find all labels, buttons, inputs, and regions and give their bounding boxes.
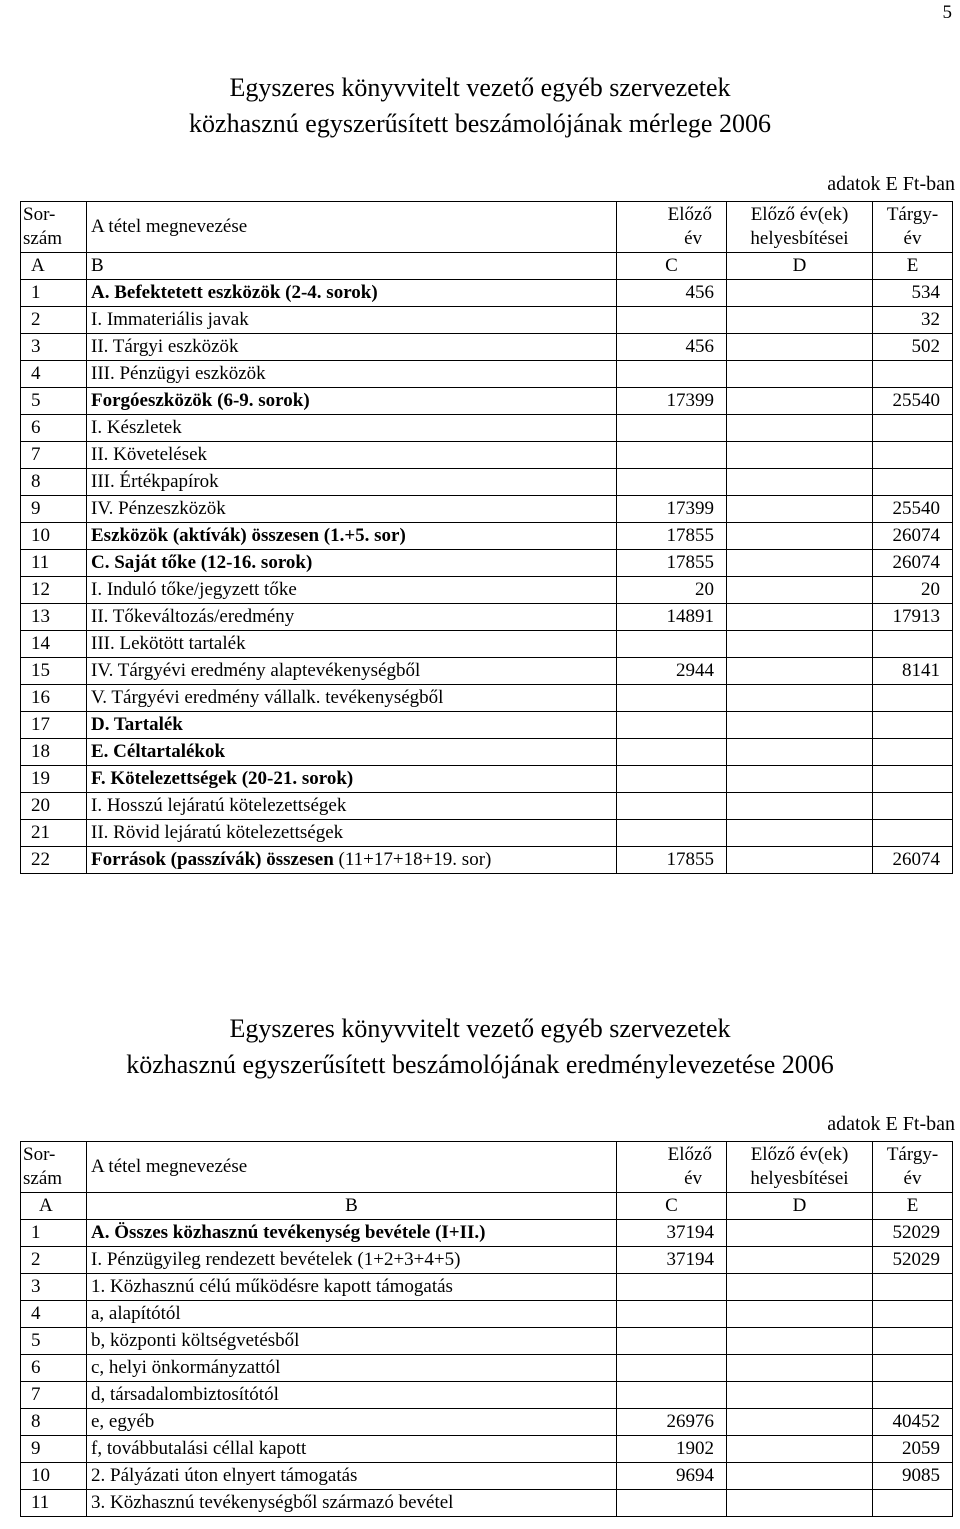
item-name: [87, 523, 617, 550]
item-name: [87, 793, 617, 820]
current-year-value: 52029: [873, 1247, 953, 1274]
item-name: [87, 1490, 617, 1517]
adjustment-value: [727, 334, 873, 361]
table-row: [21, 361, 953, 388]
table-row: [21, 334, 953, 361]
previous-year-value: 1902: [617, 1436, 727, 1463]
previous-year-value: [617, 361, 727, 388]
adjustment-value: [727, 496, 873, 523]
adjustment-value: [727, 469, 873, 496]
current-year-value: 25540: [873, 496, 953, 523]
item-name: [87, 1220, 617, 1247]
item-name-text: 3. Közhasznú tevékenységből származó bevétel: [91, 1492, 454, 1513]
letter-a: A: [21, 253, 87, 280]
adjustment-value: [727, 1301, 873, 1328]
row-number: 11: [21, 1490, 87, 1517]
income-statement-title-line2: közhasznú egyszerűsített beszámolójának eredménylevezetése 2006: [126, 1050, 834, 1079]
item-name-bold: A. Összes közhasznú tevékenység bevétele (I+II.): [91, 1222, 486, 1243]
previous-year-value: 17855: [617, 550, 727, 577]
table-row: [21, 1247, 953, 1274]
previous-year-value: 2944: [617, 658, 727, 685]
item-name-text: IV. Pénzeszközök: [91, 498, 226, 519]
item-name-text: 1. Közhasznú célú működésre kapott támogatás: [91, 1276, 453, 1297]
adjustment-value: [727, 307, 873, 334]
adjustment-value: [727, 847, 873, 874]
table-row: [21, 1463, 953, 1490]
item-name-bold: Források (passzívák) összesen: [91, 849, 334, 870]
item-name: [87, 685, 617, 712]
income-statement-title: [0, 1011, 960, 1083]
row-number: 6: [21, 1355, 87, 1382]
previous-year-value: [617, 820, 727, 847]
previous-year-value: 456: [617, 280, 727, 307]
adjustment-value: [727, 712, 873, 739]
table-row: [21, 1274, 953, 1301]
current-year-value: 534: [873, 280, 953, 307]
item-name: [87, 1247, 617, 1274]
item-name-text: IV. Tárgyévi eredmény alaptevékenységből: [91, 660, 421, 681]
item-name: [87, 415, 617, 442]
current-year-value: [873, 1382, 953, 1409]
table-row: [21, 1409, 953, 1436]
table-row: [21, 847, 953, 874]
item-name-text: III. Pénzügyi eszközök: [91, 363, 266, 384]
item-name-text: III. Lekötött tartalék: [91, 633, 246, 654]
row-number: 4: [21, 1301, 87, 1328]
previous-year-value: 20: [617, 577, 727, 604]
row-number: 18: [21, 739, 87, 766]
previous-year-value: [617, 1490, 727, 1517]
row-number: 1: [21, 280, 87, 307]
table-row: [21, 442, 953, 469]
previous-year-value: 26976: [617, 1409, 727, 1436]
current-year-value: 40452: [873, 1409, 953, 1436]
table-row: [21, 1355, 953, 1382]
item-name-text: I. Induló tőke/jegyzett tőke: [91, 579, 297, 600]
item-name-text: c, helyi önkormányzattól: [91, 1357, 281, 1378]
previous-year-value: 37194: [617, 1247, 727, 1274]
previous-year-value: [617, 1274, 727, 1301]
table-row: [21, 1220, 953, 1247]
previous-year-value: 17399: [617, 388, 727, 415]
item-name-text: I. Immateriális javak: [91, 309, 249, 330]
current-year-value: [873, 631, 953, 658]
previous-year-value: [617, 793, 727, 820]
item-name: [87, 820, 617, 847]
current-year-value: [873, 442, 953, 469]
item-name-text: I. Hosszú lejáratú kötelezettségek: [91, 795, 347, 816]
table-row: [21, 496, 953, 523]
adjustment-value: [727, 658, 873, 685]
item-name: [87, 1463, 617, 1490]
header-adjustments: Előző év(ek) helyesbítései: [727, 1142, 873, 1193]
current-year-value: 17913: [873, 604, 953, 631]
adjustment-value: [727, 1382, 873, 1409]
header-current-year: Tárgy- év: [873, 1142, 953, 1193]
item-name: [87, 766, 617, 793]
previous-year-value: [617, 1382, 727, 1409]
item-name-text: II. Rövid lejáratú kötelezettségek: [91, 822, 344, 843]
item-name: [87, 631, 617, 658]
row-number: 17: [21, 712, 87, 739]
adjustment-value: [727, 1328, 873, 1355]
previous-year-value: 456: [617, 334, 727, 361]
previous-year-value: 17855: [617, 523, 727, 550]
income-statement-table: [20, 1141, 953, 1517]
balance-sheet-title: [0, 70, 960, 142]
balance-sheet-title-line1: Egyszeres könyvvitelt vezető egyéb szervezetek: [229, 73, 731, 102]
previous-year-value: [617, 307, 727, 334]
row-number: 22: [21, 847, 87, 874]
item-name: [87, 1409, 617, 1436]
current-year-value: [873, 1490, 953, 1517]
table-row: [21, 766, 953, 793]
adjustment-value: [727, 280, 873, 307]
adjustment-value: [727, 1490, 873, 1517]
previous-year-value: 37194: [617, 1220, 727, 1247]
item-name-bold: Forgóeszközök (6-9. sorok): [91, 390, 310, 411]
adjustment-value: [727, 685, 873, 712]
previous-year-value: [617, 1301, 727, 1328]
table-row: [21, 820, 953, 847]
adjustment-value: [727, 1274, 873, 1301]
table-row: [21, 307, 953, 334]
item-name-text: II. Tőkeváltozás/eredmény: [91, 606, 295, 627]
item-name: [87, 1382, 617, 1409]
item-name: [87, 1355, 617, 1382]
previous-year-value: 9694: [617, 1463, 727, 1490]
row-number: 8: [21, 1409, 87, 1436]
previous-year-value: 17399: [617, 496, 727, 523]
item-name-text: (11+17+18+19. sor): [333, 849, 492, 870]
adjustment-value: [727, 766, 873, 793]
row-number: 21: [21, 820, 87, 847]
previous-year-value: 17855: [617, 847, 727, 874]
table-header-row: [21, 202, 953, 253]
current-year-value: 26074: [873, 523, 953, 550]
item-name: [87, 307, 617, 334]
row-number: 8: [21, 469, 87, 496]
current-year-value: 52029: [873, 1220, 953, 1247]
previous-year-value: [617, 469, 727, 496]
income-statement-unit-note: adatok E Ft-ban: [827, 1113, 955, 1135]
table-row: [21, 739, 953, 766]
current-year-value: [873, 685, 953, 712]
current-year-value: [873, 712, 953, 739]
table-row: [21, 712, 953, 739]
header-item-name: A tétel megnevezése: [87, 202, 617, 253]
item-name: [87, 658, 617, 685]
item-name-bold: Eszközök (aktívák) összesen (1.+5. sor): [91, 525, 406, 546]
previous-year-value: 14891: [617, 604, 727, 631]
row-number: 5: [21, 1328, 87, 1355]
current-year-value: [873, 766, 953, 793]
previous-year-value: [617, 739, 727, 766]
previous-year-value: [617, 1328, 727, 1355]
current-year-value: [873, 1355, 953, 1382]
previous-year-value: [617, 442, 727, 469]
item-name: [87, 361, 617, 388]
letter-e: E: [873, 1193, 953, 1220]
table-row: [21, 280, 953, 307]
page-number: 5: [942, 2, 952, 23]
previous-year-value: [617, 631, 727, 658]
current-year-value: [873, 469, 953, 496]
current-year-value: 32: [873, 307, 953, 334]
previous-year-value: [617, 766, 727, 793]
row-number: 2: [21, 307, 87, 334]
header-sorszam: Sor- szám: [21, 1142, 87, 1193]
item-name-text: II. Követelések: [91, 444, 208, 465]
current-year-value: [873, 739, 953, 766]
row-number: 5: [21, 388, 87, 415]
table-row: [21, 604, 953, 631]
row-number: 9: [21, 496, 87, 523]
item-name: [87, 334, 617, 361]
letter-a: A: [21, 1193, 87, 1220]
item-name: [87, 1301, 617, 1328]
row-number: 12: [21, 577, 87, 604]
item-name: [87, 388, 617, 415]
item-name: [87, 604, 617, 631]
item-name: [87, 739, 617, 766]
current-year-value: 26074: [873, 847, 953, 874]
item-name-text: I. Pénzügyileg rendezett bevételek (1+2+3+4+5): [91, 1249, 461, 1270]
adjustment-value: [727, 820, 873, 847]
item-name: [87, 712, 617, 739]
balance-sheet-title-line2: közhasznú egyszerűsített beszámolójának mérlege 2006: [189, 109, 771, 138]
item-name: [87, 550, 617, 577]
item-name-text: e, egyéb: [91, 1411, 155, 1432]
table-row: [21, 577, 953, 604]
row-number: 10: [21, 523, 87, 550]
adjustment-value: [727, 415, 873, 442]
current-year-value: [873, 1274, 953, 1301]
table-letter-row: [21, 1193, 953, 1220]
item-name-bold: C. Saját tőke (12-16. sorok): [91, 552, 313, 573]
table-row: [21, 685, 953, 712]
table-header-row: [21, 1142, 953, 1193]
table-row: [21, 388, 953, 415]
item-name: [87, 496, 617, 523]
current-year-value: 502: [873, 334, 953, 361]
adjustment-value: [727, 604, 873, 631]
current-year-value: 25540: [873, 388, 953, 415]
adjustment-value: [727, 550, 873, 577]
table-row: [21, 1436, 953, 1463]
current-year-value: 20: [873, 577, 953, 604]
header-current-year: Tárgy- év: [873, 202, 953, 253]
current-year-value: [873, 1328, 953, 1355]
adjustment-value: [727, 793, 873, 820]
item-name-bold: A. Befektetett eszközök (2-4. sorok): [91, 282, 378, 303]
current-year-value: 8141: [873, 658, 953, 685]
row-number: 3: [21, 334, 87, 361]
adjustment-value: [727, 1409, 873, 1436]
current-year-value: [873, 820, 953, 847]
table-row: [21, 1490, 953, 1517]
current-year-value: [873, 793, 953, 820]
letter-b: B: [87, 253, 617, 280]
item-name-text: b, központi költségvetésből: [91, 1330, 300, 1351]
table-row: [21, 793, 953, 820]
table-row: [21, 1328, 953, 1355]
letter-b: B: [87, 1193, 617, 1220]
row-number: 3: [21, 1274, 87, 1301]
adjustment-value: [727, 523, 873, 550]
item-name-text: d, társadalombiztosítótól: [91, 1384, 279, 1405]
item-name-bold: D. Tartalék: [91, 714, 183, 735]
current-year-value: [873, 361, 953, 388]
item-name: [87, 280, 617, 307]
item-name-bold: E. Céltartalékok: [91, 741, 226, 762]
item-name: [87, 1436, 617, 1463]
letter-c: C: [617, 253, 727, 280]
item-name: [87, 469, 617, 496]
current-year-value: 2059: [873, 1436, 953, 1463]
table-letter-row: [21, 253, 953, 280]
previous-year-value: [617, 415, 727, 442]
adjustment-value: [727, 1247, 873, 1274]
previous-year-value: [617, 685, 727, 712]
letter-d: D: [727, 253, 873, 280]
balance-sheet-table: [20, 201, 953, 874]
item-name-text: 2. Pályázati úton elnyert támogatás: [91, 1465, 358, 1486]
header-item-name: A tétel megnevezése: [87, 1142, 617, 1193]
balance-sheet-unit-note: adatok E Ft-ban: [827, 173, 955, 195]
row-number: 7: [21, 1382, 87, 1409]
adjustment-value: [727, 1436, 873, 1463]
income-statement-title-line1: Egyszeres könyvvitelt vezető egyéb szervezetek: [229, 1014, 731, 1043]
letter-e: E: [873, 253, 953, 280]
letter-d: D: [727, 1193, 873, 1220]
adjustment-value: [727, 739, 873, 766]
header-adjustments: Előző év(ek) helyesbítései: [727, 202, 873, 253]
item-name-text: III. Értékpapírok: [91, 471, 219, 492]
table-row: [21, 415, 953, 442]
previous-year-value: [617, 1355, 727, 1382]
row-number: 16: [21, 685, 87, 712]
adjustment-value: [727, 631, 873, 658]
table-row: [21, 523, 953, 550]
header-previous-year: Előző év: [617, 1142, 727, 1193]
row-number: 7: [21, 442, 87, 469]
row-number: 10: [21, 1463, 87, 1490]
row-number: 4: [21, 361, 87, 388]
item-name: [87, 1328, 617, 1355]
row-number: 6: [21, 415, 87, 442]
header-previous-year: Előző év: [617, 202, 727, 253]
table-row: [21, 1382, 953, 1409]
current-year-value: 9085: [873, 1463, 953, 1490]
adjustment-value: [727, 442, 873, 469]
table-row: [21, 1301, 953, 1328]
header-sorszam: Sor- szám: [21, 202, 87, 253]
table-row: [21, 469, 953, 496]
row-number: 11: [21, 550, 87, 577]
adjustment-value: [727, 1463, 873, 1490]
item-name-text: II. Tárgyi eszközök: [91, 336, 239, 357]
row-number: 9: [21, 1436, 87, 1463]
table-row: [21, 658, 953, 685]
adjustment-value: [727, 388, 873, 415]
item-name-text: f, továbbutalási céllal kapott: [91, 1438, 307, 1459]
item-name-text: I. Készletek: [91, 417, 182, 438]
item-name: [87, 847, 617, 874]
adjustment-value: [727, 1355, 873, 1382]
current-year-value: [873, 415, 953, 442]
row-number: 19: [21, 766, 87, 793]
item-name-text: a, alapítótól: [91, 1303, 181, 1324]
previous-year-value: [617, 712, 727, 739]
current-year-value: [873, 1301, 953, 1328]
current-year-value: 26074: [873, 550, 953, 577]
item-name-bold: F. Kötelezettségek (20-21. sorok): [91, 768, 354, 789]
row-number: 15: [21, 658, 87, 685]
item-name-text: V. Tárgyévi eredmény vállalk. tevékenységből: [91, 687, 444, 708]
table-row: [21, 631, 953, 658]
row-number: 1: [21, 1220, 87, 1247]
row-number: 14: [21, 631, 87, 658]
adjustment-value: [727, 1220, 873, 1247]
adjustment-value: [727, 361, 873, 388]
row-number: 13: [21, 604, 87, 631]
row-number: 2: [21, 1247, 87, 1274]
item-name: [87, 442, 617, 469]
table-row: [21, 550, 953, 577]
adjustment-value: [727, 577, 873, 604]
letter-c: C: [617, 1193, 727, 1220]
row-number: 20: [21, 793, 87, 820]
item-name: [87, 1274, 617, 1301]
item-name: [87, 577, 617, 604]
